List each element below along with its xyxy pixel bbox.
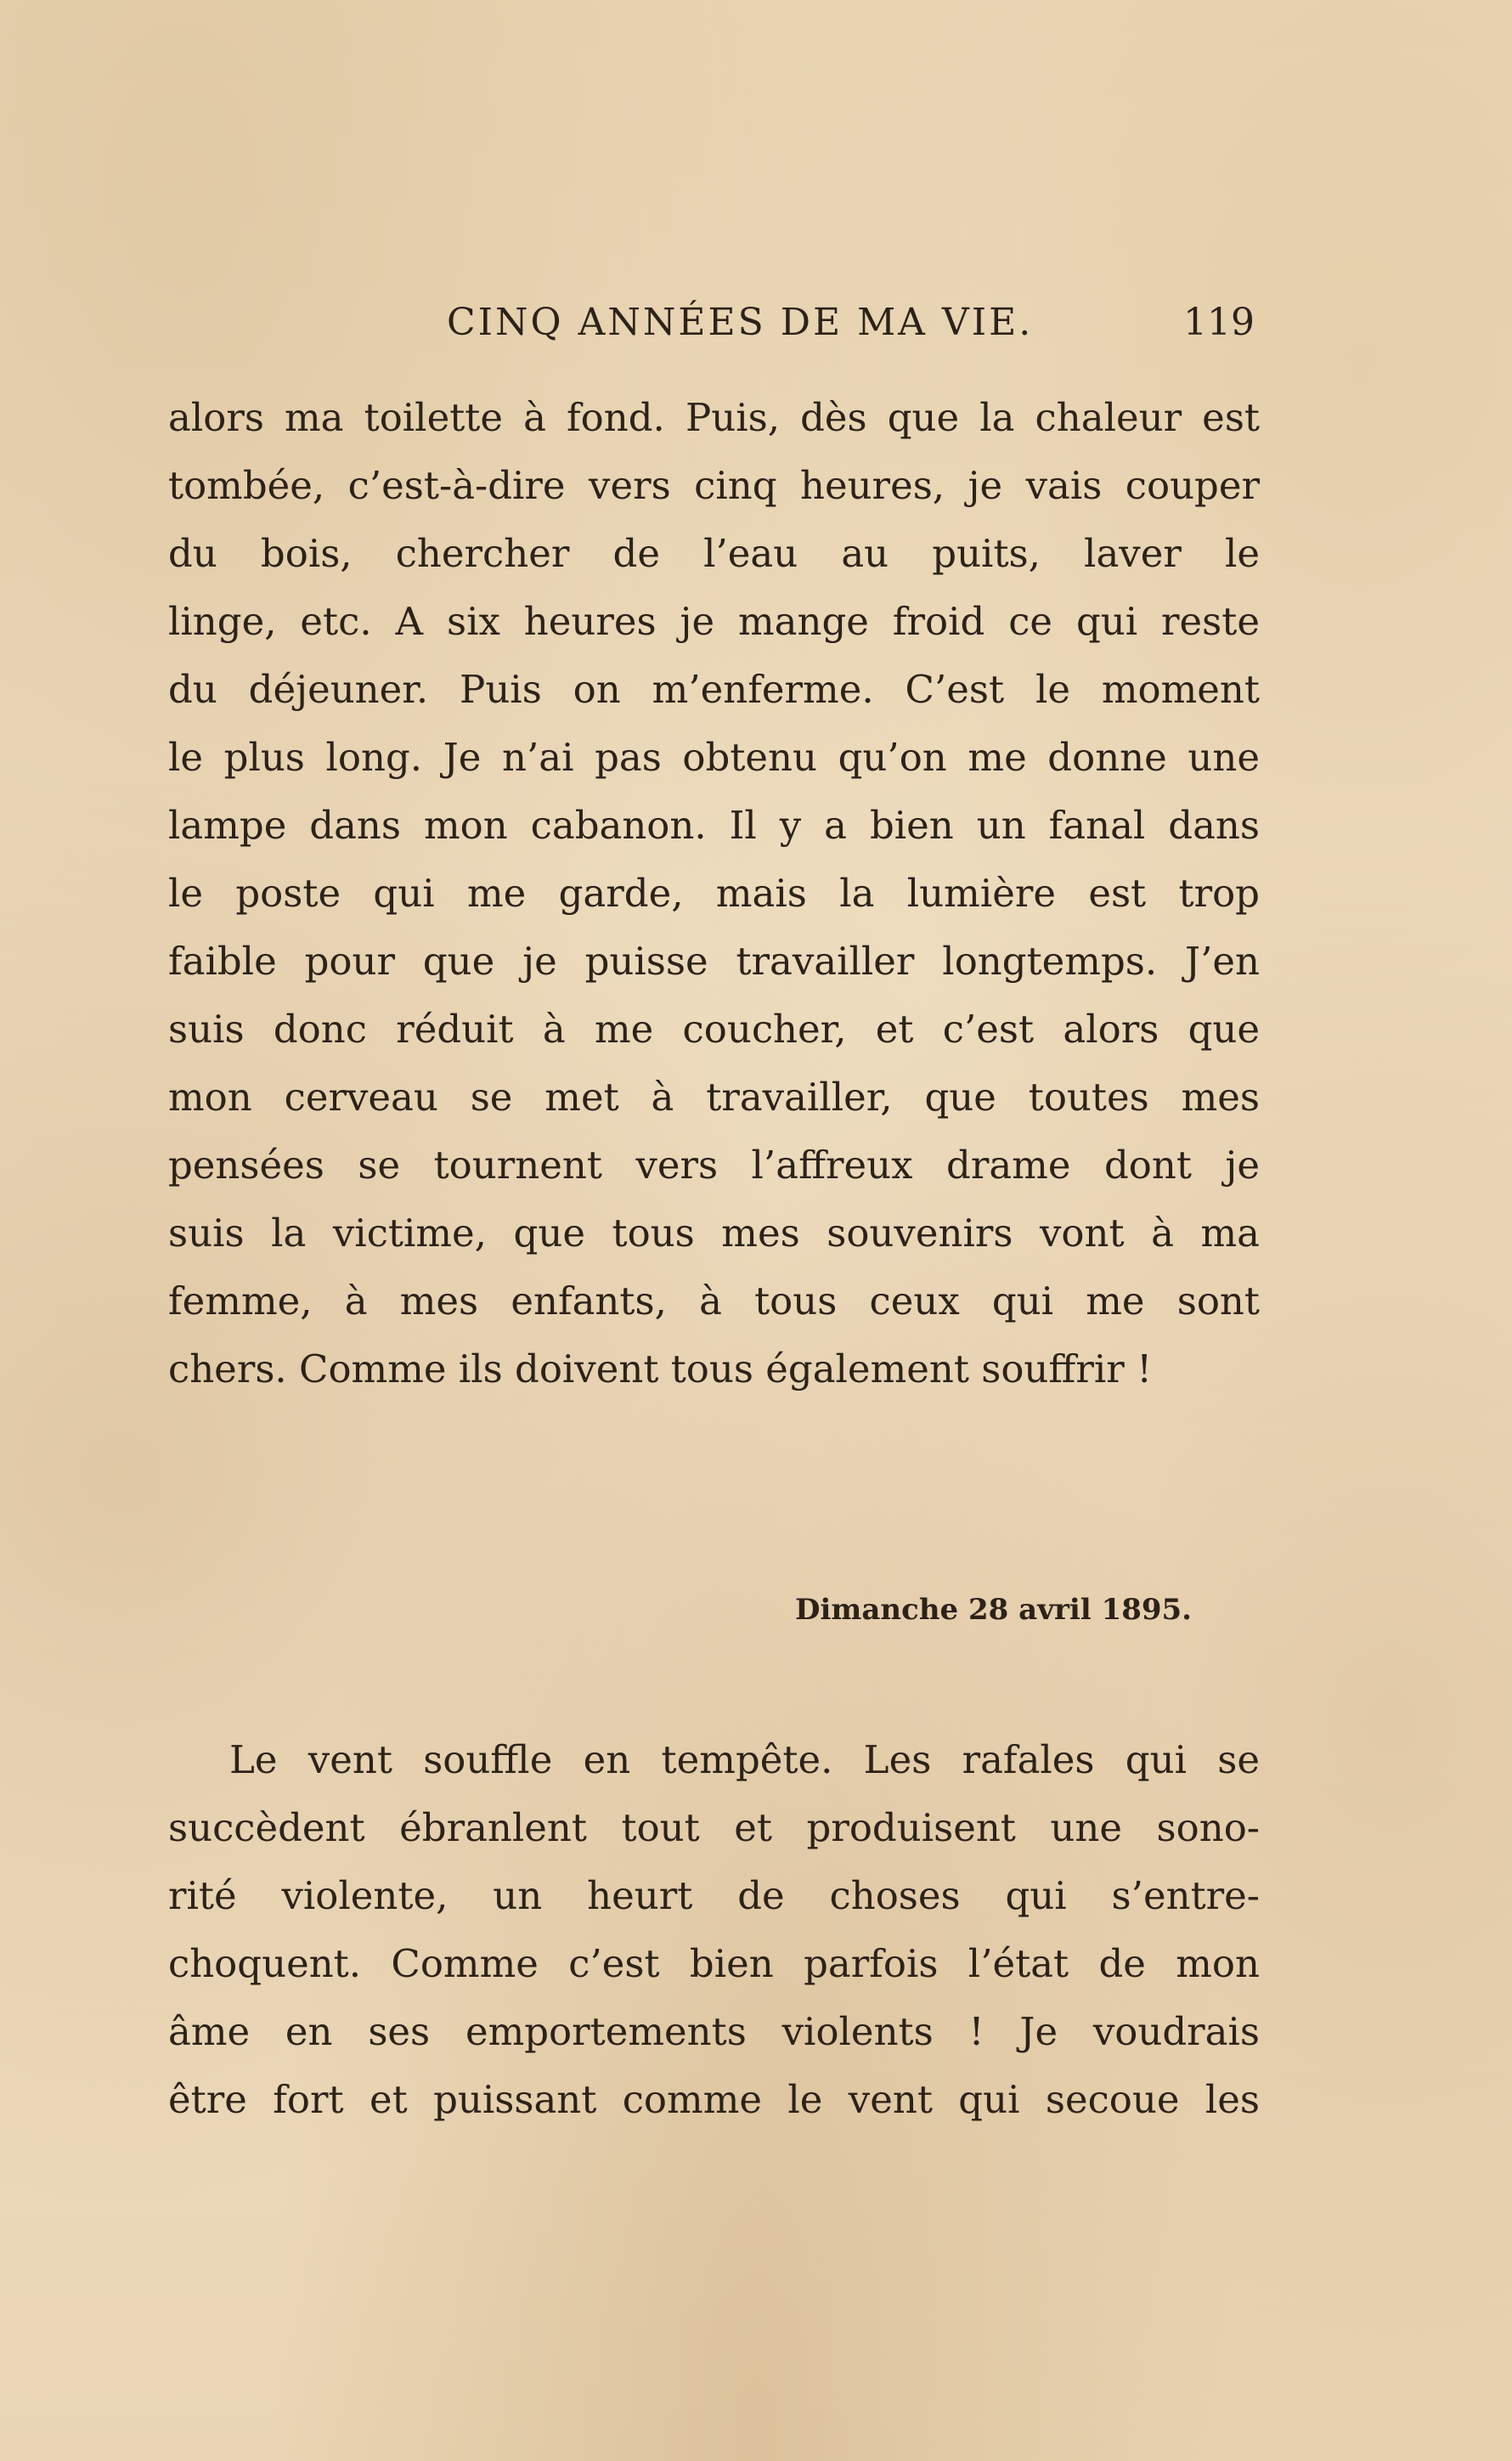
text-line: du bois, chercher de l’eau au puits, laver le <box>168 531 1260 576</box>
text-line: alors ma toilette à fond. Puis, dès que la chaleur est <box>168 395 1260 440</box>
text-line: mon cerveau se met à travailler, que toutes mes <box>168 1075 1260 1120</box>
text-line: choquent. Comme c’est bien parfois l’état de mon <box>168 1941 1260 1986</box>
text-line: du déjeuner. Puis on m’enferme. C’est le moment <box>168 667 1260 712</box>
text-line: le poste qui me garde, mais la lumière est trop <box>168 871 1260 916</box>
text-line: femme, à mes enfants, à tous ceux qui me sont <box>168 1278 1260 1324</box>
paragraph-1 <box>168 384 1260 1403</box>
paragraph-2 <box>168 1726 1260 2134</box>
text-line: suis la victime, que tous mes souvenirs vont à ma <box>168 1211 1260 1256</box>
text-line: lampe dans mon cabanon. Il y a bien un fanal dans <box>168 803 1260 848</box>
text-line: suis donc réduit à me coucher, et c’est alors que <box>168 1007 1260 1052</box>
text-line: chers. Comme ils doivent tous également souffrir ! <box>168 1346 1153 1391</box>
text-line: pensées se tournent vers l’affreux drame dont je <box>168 1143 1260 1188</box>
text-line: le plus long. Je n’ai pas obtenu qu’on me donne une <box>168 735 1260 780</box>
running-head <box>0 297 1512 348</box>
running-head-title: CINQ ANNÉES DE MA VIE. <box>447 301 1034 344</box>
dateline: Dimanche 28 avril 1895. <box>795 1593 1193 1627</box>
text-line: succèdent ébranlent tout et produisent une sono- <box>168 1805 1260 1850</box>
text-line: être fort et puissant comme le vent qui secoue les <box>168 2077 1260 2122</box>
text-line: faible pour que je puisse travailler longtemps. J’en <box>168 939 1260 984</box>
page-number: 119 <box>1183 301 1255 344</box>
text-line: tombée, c’est-à-dire vers cinq heures, je vais couper <box>168 463 1260 508</box>
text-line: âme en ses emportements violents ! Je voudrais <box>168 2009 1260 2054</box>
text-line: linge, etc. A six heures je mange froid ce qui reste <box>168 599 1260 644</box>
text-line: rité violente, un heurt de choses qui s’entre- <box>168 1873 1260 1918</box>
text-line: Le vent souffle en tempête. Les rafales qui se <box>229 1737 1260 1782</box>
